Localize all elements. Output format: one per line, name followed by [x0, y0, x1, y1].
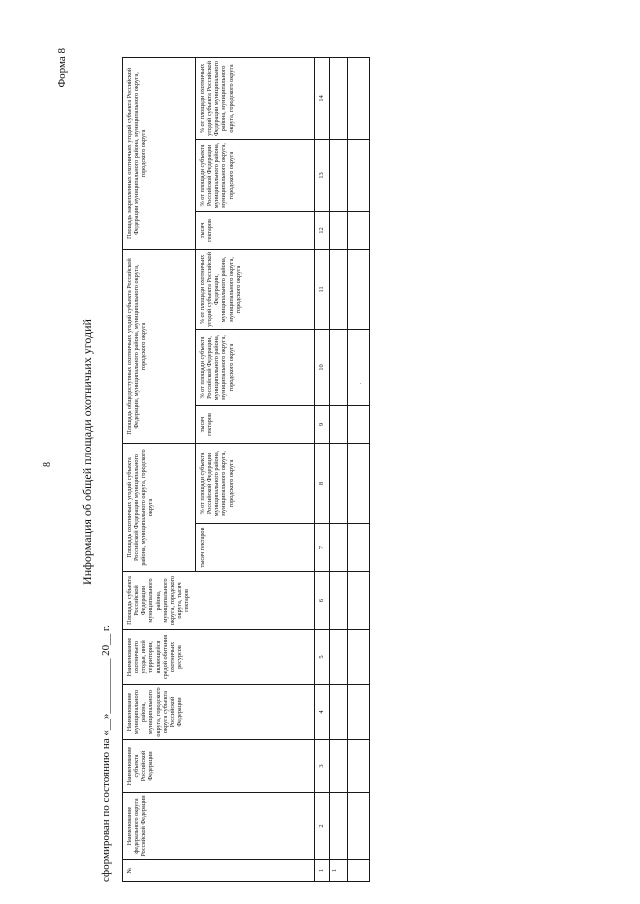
table-cell — [348, 444, 370, 524]
column-number: 6 — [315, 572, 330, 630]
table-cell — [330, 406, 348, 444]
table-cell — [348, 249, 370, 329]
header-col-8: % от площади субъекта Российской Федерации муниципального района, муниципального округа, городского округа — [196, 444, 315, 524]
column-number: 4 — [315, 685, 330, 740]
header-col-9: тысяч гектаров — [196, 406, 315, 444]
table-cell — [330, 330, 348, 406]
column-number: 9 — [315, 406, 330, 444]
form-label: Форма 8 — [56, 48, 68, 88]
table-cell — [348, 630, 370, 685]
row-number: 1 — [330, 860, 348, 882]
column-number: 5 — [315, 630, 330, 685]
column-number: 2 — [315, 793, 330, 860]
table-cell — [330, 572, 348, 630]
header-group-assigned-area: Площадь закрепленных охотничьих угодий субъекта Российской Федерации муниципального района, муниципального округа, городского округа — [123, 57, 196, 249]
page-number: 8 — [42, 462, 53, 467]
table-cell — [348, 685, 370, 740]
scan-artifact — [360, 383, 361, 384]
table-cell — [330, 685, 348, 740]
column-number: 12 — [315, 211, 330, 249]
document-title: Информация об общей площади охотничьих угодий — [80, 319, 94, 585]
table-cell — [348, 57, 370, 139]
table-cell — [348, 793, 370, 860]
column-number: 14 — [315, 57, 330, 139]
header-col-2: Наименование федерального округа Российской Федерации — [123, 793, 315, 860]
table-cell — [348, 740, 370, 793]
table-cell — [330, 139, 348, 211]
header-col-11: % от площади охотничьих угодий субъекта Российской Федерации, муниципального района, муниципального округа, городского округа — [196, 249, 315, 329]
column-number: 7 — [315, 524, 330, 572]
table-cell — [330, 793, 348, 860]
table-cell — [348, 139, 370, 211]
table-cell — [330, 444, 348, 524]
column-number: 10 — [315, 330, 330, 406]
column-number: 13 — [315, 139, 330, 211]
header-col-13: % от площади субъекта Российской Федерации муниципального района, муниципального округа, городского округа — [196, 139, 315, 211]
table-row — [330, 57, 348, 881]
header-group-public-area: Площадь общедоступных охотничьих угодий субъекта Российской Федерации, муниципального района, муниципального округа, городского округа — [123, 249, 196, 443]
column-number-row — [315, 57, 330, 881]
header-col-12: тысяч гектаров — [196, 211, 315, 249]
column-number: 8 — [315, 444, 330, 524]
header-col-1: № — [123, 860, 315, 882]
header-col-4: Наименование муниципального района, муниципального округа, городского округа субъекта Российской Федерации — [123, 685, 315, 740]
header-row-group — [123, 57, 196, 881]
header-col-10: % от площади субъекта Российской Федерации, муниципального района, муниципального округа, городского округа — [196, 330, 315, 406]
table-row — [348, 57, 370, 881]
date-line: сформирован по состоянию на «__»__________ 20__ г. — [100, 625, 112, 882]
column-number: 1 — [315, 860, 330, 882]
header-col-5: Наименование охотничьего угодья, иной территории, являющейся средой обитания охотничьих ресурсов — [123, 630, 315, 685]
table-cell — [348, 860, 370, 882]
table-cell — [330, 524, 348, 572]
table-cell — [330, 740, 348, 793]
header-col-14: % от площади охотничьих угодий субъекта Российской Федерации муниципального района, муниципального округа, городского округа — [196, 57, 315, 139]
header-group-hunting-area: Площадь охотничьих угодий субъекта Российской Федерации муниципального района, муниципального округа, городского округа — [123, 444, 196, 572]
table-cell — [330, 211, 348, 249]
column-number: 3 — [315, 740, 330, 793]
table-cell — [348, 524, 370, 572]
hunting-area-table — [122, 57, 370, 882]
table-cell — [348, 330, 370, 406]
table-cell — [330, 630, 348, 685]
table-cell — [348, 572, 370, 630]
table-cell — [348, 211, 370, 249]
header-col-7: тысяч гектаров — [196, 524, 315, 572]
table-cell — [330, 57, 348, 139]
table-cell — [330, 249, 348, 329]
table-cell — [348, 406, 370, 444]
header-col-3: Наименование субъекта Российской Федерации — [123, 740, 315, 793]
column-number: 11 — [315, 249, 330, 329]
header-col-6: Площадь субъекта Российской Федерации муниципального района, муниципального округа, городского округа, тысяч гектаров — [123, 572, 315, 630]
